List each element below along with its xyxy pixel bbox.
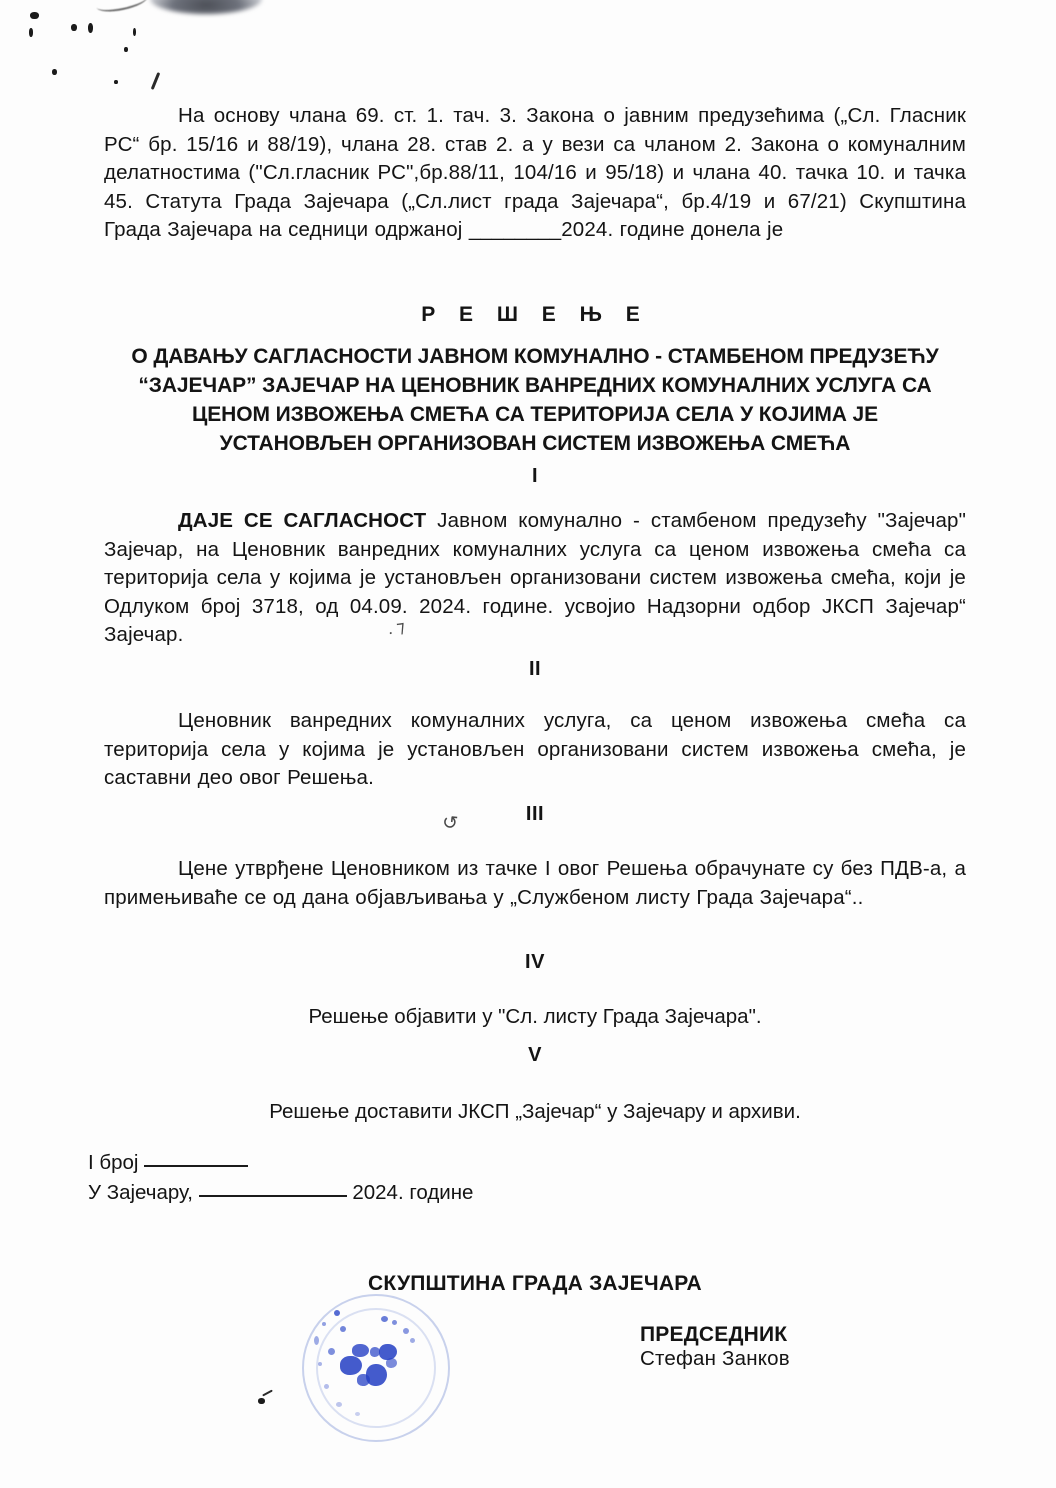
stamp-inner-ring	[316, 1308, 436, 1428]
scan-speck	[258, 1398, 265, 1404]
signature-organization-text: СКУПШТИНА ГРАДА ЗАЈЕЧАРА	[368, 1272, 702, 1295]
section-numeral-5-text: V	[528, 1044, 542, 1066]
reference-number-blank[interactable]	[144, 1165, 248, 1167]
reference-block	[88, 1148, 688, 1208]
stamp-speck	[392, 1320, 397, 1325]
scan-speck	[124, 47, 128, 52]
stamp-center-emblem	[340, 1344, 404, 1394]
section-3-paragraph	[104, 855, 966, 912]
reference-year-text: 2024. године	[352, 1181, 474, 1204]
signature-role-text: ПРЕДСЕДНИК	[640, 1323, 788, 1346]
scan-shadow-blob	[150, 0, 262, 14]
decision-title-heading	[92, 342, 978, 458]
section-numeral-4-text: IV	[525, 951, 545, 973]
section-numeral-3-text: III	[525, 803, 545, 825]
section-numeral-1-text: I	[531, 465, 539, 487]
signature-signer	[640, 1323, 970, 1371]
reference-place-label: У Зајечару,	[88, 1181, 193, 1204]
signature-name-text: Стефан Занков	[640, 1347, 790, 1370]
reference-number-line	[88, 1148, 688, 1178]
scan-speck	[52, 69, 57, 75]
preamble-paragraph	[104, 102, 966, 245]
scan-speck	[71, 24, 77, 31]
stamp-ink-blob	[340, 1356, 362, 1375]
stamp-speck	[381, 1316, 388, 1322]
scan-speck	[30, 12, 39, 19]
reference-place-line	[88, 1178, 688, 1208]
stray-pen-mark: . ⁊	[386, 616, 407, 639]
stamp-speck	[314, 1336, 319, 1345]
section-2-text: Ценовник ванредних комуналних услуга, са ценом извожења смећа са територија села у којима је установљен организовани систем извожења смећа, је саставни део овог Решења.	[104, 709, 966, 790]
stamp-speck	[334, 1310, 340, 1316]
scan-speck	[114, 80, 118, 84]
stamp-outer-ring	[302, 1294, 450, 1442]
section-numeral-2-text: II	[528, 658, 542, 680]
stamp-ink-blob	[352, 1344, 369, 1357]
scan-speck	[88, 23, 93, 33]
section-3-text: Цене утврђене Ценовником из тачке I овог Решења обрачунате су без ПДВ-а, а примењиваће се од дана објављивања у „Службеном листу Града Зајечара“..	[104, 857, 966, 909]
scan-edge-arc	[95, 0, 149, 15]
section-1-paragraph	[104, 507, 966, 650]
stamp-speck	[340, 1326, 346, 1332]
decision-kind-text: Р Е Ш Е Њ Е	[421, 303, 649, 326]
stamp-speck	[318, 1362, 322, 1366]
scan-hair-line	[151, 72, 161, 90]
stamp-speck	[403, 1328, 409, 1334]
section-1-lead: ДАЈЕ СЕ САГЛАСНОСТ	[178, 509, 427, 532]
section-5-paragraph	[104, 1098, 966, 1126]
decision-title-line-2: “ЗАЈЕЧАР” ЗАЈЕЧАР НА ЦЕНОВНИК ВАНРЕДНИХ КОМУНАЛНИХ УСЛУГА СА	[138, 374, 932, 397]
section-2-paragraph	[104, 707, 966, 793]
stamp-ink-blob	[366, 1364, 387, 1386]
stamp-speck	[336, 1402, 342, 1407]
stray-pen-mark: ↺	[440, 812, 459, 835]
reference-number-label: I број	[88, 1151, 139, 1174]
decision-title-line-1: О ДАВАЊУ САГЛАСНОСТИ ЈАВНОМ КОМУНАЛНО - СТАМБЕНОМ ПРЕДУЗЕЋУ	[131, 345, 939, 368]
scan-speck	[29, 28, 33, 37]
signature-organization	[104, 1272, 966, 1296]
decision-title-line-3: ЦЕНОМ ИЗВОЖЕЊА СМЕЋА СА ТЕРИТОРИЈА СЕЛА У КОЈИМА ЈЕ	[192, 403, 878, 426]
reference-date-blank[interactable]	[199, 1195, 347, 1197]
stamp-ink-blob	[370, 1347, 380, 1357]
section-numeral-4	[104, 951, 966, 974]
stamp-speck	[410, 1338, 415, 1343]
stamp-speck	[355, 1412, 360, 1416]
section-numeral-2	[104, 658, 966, 681]
section-numeral-3	[104, 803, 966, 826]
stamp-speck	[322, 1322, 326, 1326]
section-1-text: Јавном комунално - стамбеном предузећу "Зајечар" Зајечар, на Ценовник ванредних комуналних услуга са ценом извожења смећа са територија села у којима је установљен организовани систем извожења смећа, који је Одлуком број 3718, од 04.09. 2024. године. усвојио Надзорни одбор ЈКСП Зајечар“ Зајечар.	[104, 509, 967, 647]
scan-speck	[133, 28, 136, 36]
stamp-ink-blob	[379, 1344, 397, 1360]
section-5-text: Решење доставити ЈКСП „Зајечар“ у Зајечару и архиви.	[269, 1100, 801, 1123]
preamble-text: На основу члана 69. ст. 1. тач. 3. Закона о јавним предузећима („Сл. Гласник РС“ бр. 15/16 и 88/19), члана 28. став 2. а у вези са чланом 2. Закона о комуналним делатностима ("Сл.гласник РС",бр.88/11, 104/16 и 95/18) и члана 40. тачка 10. и тачка 45. Статута Града Зајечара („Сл.лист града Зајечара“, бр.4/19 и 67/21) Скупштина Града Зајечара на седници одржаној ________2024. године донела је	[104, 104, 966, 242]
decision-title-line-4: УСТАНОВЉЕН ОРГАНИЗОВАН СИСТЕМ ИЗВОЖЕЊА СМЕЋА	[219, 432, 851, 455]
section-4-text: Решење објавити у "Сл. листу Града Зајечара".	[308, 1005, 762, 1028]
stamp-speck	[324, 1384, 329, 1389]
section-numeral-5	[104, 1044, 966, 1067]
scan-hair-line	[262, 1390, 273, 1397]
stamp-speck	[328, 1348, 335, 1355]
stamp-ink-blob	[357, 1374, 370, 1386]
section-numeral-1	[104, 465, 966, 488]
section-4-paragraph	[104, 1003, 966, 1031]
stamp-ink-blob	[386, 1358, 397, 1368]
official-round-stamp	[300, 1292, 452, 1444]
decision-kind-heading	[104, 303, 966, 327]
